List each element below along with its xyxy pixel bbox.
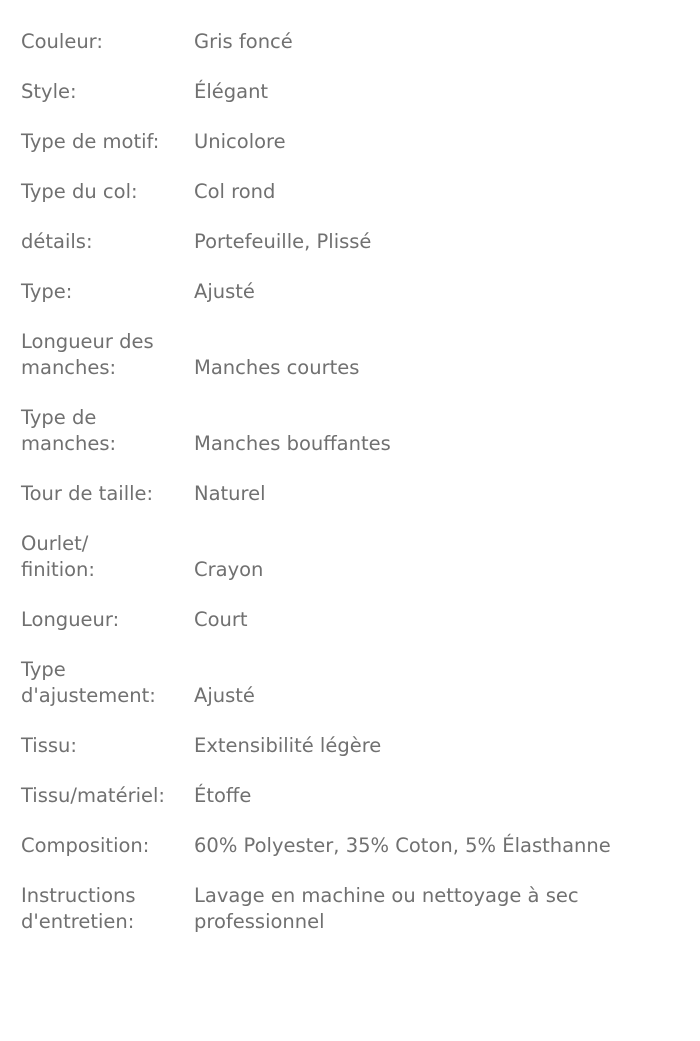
spec-value: Extensibilité légère — [194, 734, 382, 757]
spec-row-ourlet-finition — [21, 531, 681, 583]
spec-value: 60% Polyester, 35% Coton, 5% Élasthanne — [194, 834, 611, 857]
spec-label: Ourlet/ finition: — [21, 532, 95, 581]
spec-label: Style: — [21, 80, 77, 103]
spec-label: Tissu: — [21, 734, 77, 757]
spec-label: Longueur des manches: — [21, 330, 154, 379]
spec-row-type-de-manches — [21, 405, 681, 457]
spec-value: Court — [194, 608, 248, 631]
spec-row-couleur — [21, 29, 681, 55]
spec-label: Type de manches: — [21, 406, 117, 455]
spec-value: Portefeuille, Plissé — [194, 230, 372, 253]
spec-label: Longueur: — [21, 608, 120, 631]
spec-value: Lavage en machine ou nettoyage à sec professionnel — [194, 884, 579, 933]
spec-label: Composition: — [21, 834, 150, 857]
spec-row-type-de-motif — [21, 129, 681, 155]
spec-row-longueur — [21, 607, 681, 633]
spec-value: Manches courtes — [194, 356, 360, 379]
spec-label: Instructions d'entretien: — [21, 884, 136, 933]
spec-label: Type: — [21, 280, 73, 303]
spec-label: détails: — [21, 230, 93, 253]
spec-row-details — [21, 229, 681, 255]
product-spec-list — [21, 29, 681, 959]
spec-row-type — [21, 279, 681, 305]
spec-value: Élégant — [194, 80, 269, 103]
spec-row-type-d-ajustement — [21, 657, 681, 709]
spec-row-tour-de-taille — [21, 481, 681, 507]
spec-row-tissu — [21, 733, 681, 759]
spec-value: Manches bouffantes — [194, 432, 391, 455]
spec-value: Unicolore — [194, 130, 286, 153]
spec-row-style — [21, 79, 681, 105]
spec-value: Ajusté — [194, 280, 255, 303]
spec-label: Tour de taille: — [21, 482, 154, 505]
spec-value: Crayon — [194, 558, 264, 581]
spec-label: Type d'ajustement: — [21, 658, 156, 707]
spec-value: Étoffe — [194, 784, 252, 807]
spec-value: Naturel — [194, 482, 266, 505]
spec-label: Type du col: — [21, 180, 138, 203]
spec-value: Col rond — [194, 180, 276, 203]
spec-value: Ajusté — [194, 684, 255, 707]
spec-row-instructions-d-entretien — [21, 883, 681, 935]
spec-label: Type de motif: — [21, 130, 160, 153]
spec-row-type-du-col — [21, 179, 681, 205]
spec-row-longueur-des-manches — [21, 329, 681, 381]
spec-row-composition — [21, 833, 681, 859]
spec-row-tissu-materiel — [21, 783, 681, 809]
spec-label: Tissu/matériel: — [21, 784, 165, 807]
spec-label: Couleur: — [21, 30, 103, 53]
spec-value: Gris foncé — [194, 30, 293, 53]
